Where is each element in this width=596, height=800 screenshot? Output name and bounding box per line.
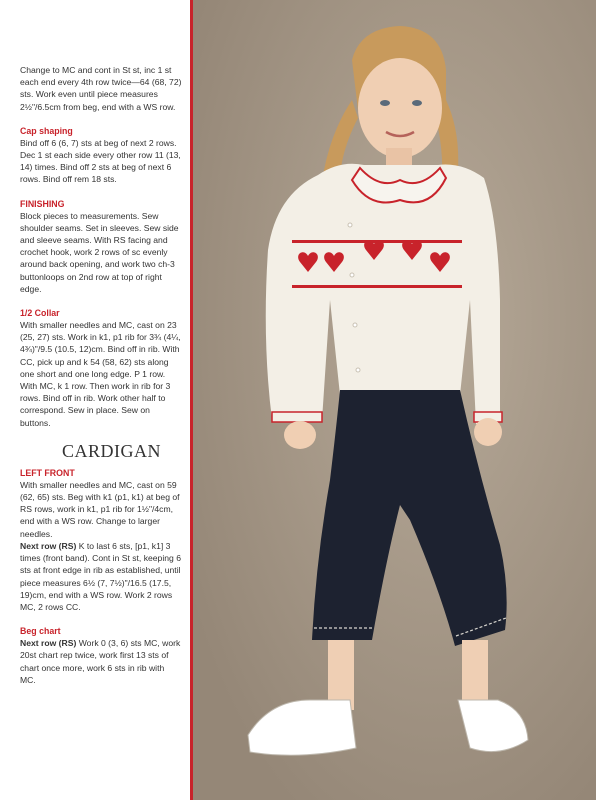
pattern-text-column (0, 0, 190, 800)
beg-chart-row-text: Work 0 (3, 6) sts MC, work 20st chart rep twice, work first 13 sts of chart once more, work 6 sts in rib with MC. (20, 638, 181, 685)
next-row-label: Next row (RS) (20, 540, 77, 551)
photo-child-in-cardigan (193, 0, 596, 800)
left-front-heading: LEFT FRONT (20, 467, 75, 478)
beg-chart-row-label: Next row (RS) (20, 638, 77, 649)
right-hand (474, 418, 502, 446)
left-front-next-row (20, 540, 182, 613)
collar-body: With smaller needles and MC, cast on 23 (25, 27) sts. Work in k1, p1 rib for 3¾ (4¼, 4¾)"/9.5 (10.5, 12)cm. Bind off in rib. With CC, pick up and k 54 (58, 62) sts along one short and one long edge. P 1 row. With MC, k 1 row. Then work in rib for 3 rows. Bind off in rib. Work other half to correspond. Sew in place. Sew on buttons. (20, 320, 181, 428)
beg-chart-next-row (20, 637, 182, 686)
cap-shaping-body: Bind off 6 (6, 7) sts at beg of next 2 rows. Dec 1 st each side every other row 11 (13, 14) times. Bind off 2 sts at beg of next 6 rows. Bind off rem 18 sts. (20, 137, 181, 185)
left-hand (284, 421, 316, 449)
right-leg (462, 640, 488, 705)
beg-chart-heading: Beg chart (20, 626, 61, 637)
collar-heading: 1/2 Collar (20, 308, 60, 319)
left-front-body: With smaller needles and MC, cast on 59 (62, 65) sts. Beg with k1 (p1, k1) at beg of RS rows, work in k1, p1 rib for 1½"/4cm, end with a WS row. Change to larger needles. (20, 479, 180, 539)
next-row-text: K to last 6 sts, [p1, k1] 3 times (front band). Cont in St st, keeping 6 sts at front edge in rib as established, until piece measures 6½ (7, 7½)"/16.5 (17.5, 19)cm, end with a WS row. Work 2 rows MC, 2 rows CC. (20, 540, 181, 612)
cardigan-title: CARDIGAN (62, 440, 162, 461)
intro-paragraph: Change to MC and cont in St st, inc 1 st each end every 4th row twice—64 (68, 72) sts. Work even until piece measures 2½"/6.5cm from beg, end with a WS row. (20, 65, 182, 112)
cap-shaping-heading: Cap shaping (20, 125, 73, 136)
finishing-body: Block pieces to measurements. Sew shoulder seams. Set in sleeves. Sew side and sleeve seams. With RS facing and crochet hook, work 2 rows of sc evenly around back opening, and work two ch-3 buttonloops on 2nd row at top of right edge. (20, 210, 179, 294)
finishing-heading: FINISHING (20, 198, 65, 209)
